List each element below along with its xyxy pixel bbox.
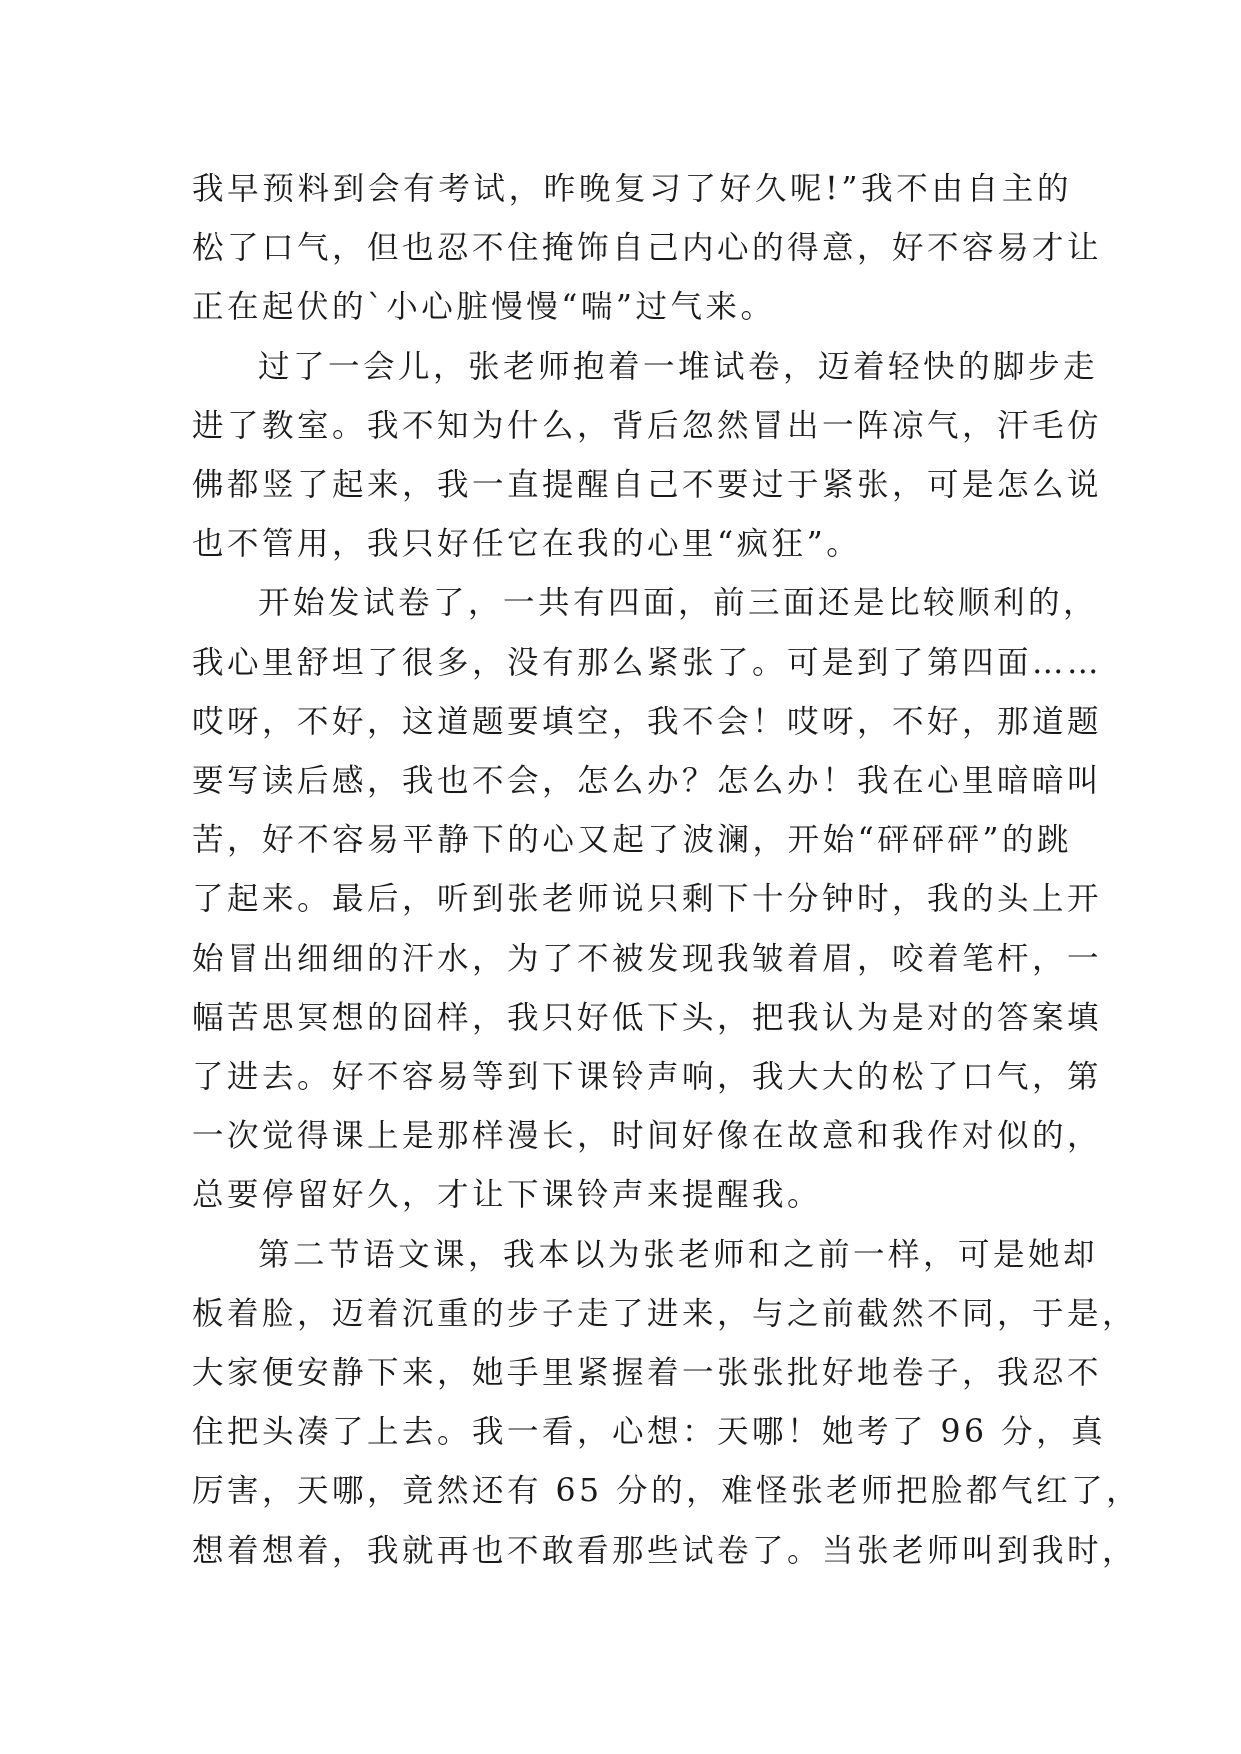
text-line: 佛都竖了起来，我一直提醒自己不要过于紧张，可是怎么说 (192, 467, 1103, 504)
text-line: 一次觉得课上是那样漫长，时间好像在故意和我作对似的， (192, 1118, 1103, 1155)
text-line: 第二节语文课，我本以为张老师和之前一样，可是她却 (258, 1236, 1099, 1273)
document-page (192, 160, 1142, 1581)
text-line: 松了口气，但也忍不住掩饰自己内心的得意，好不容易才让 (192, 230, 1103, 267)
text-line: 住把头凑了上去。我一看，心想：天哪！她考了 96 分，真 (192, 1414, 1107, 1451)
text-line: 正在起伏的`小心脏慢慢“喘”过气来。 (192, 289, 776, 326)
text-line: 开始发试卷了，一共有四面，前三面还是比较顺利的， (258, 585, 1099, 622)
text-line: 大家便安静下来，她手里紧握着一张张批好地卷子，我忍不 (192, 1355, 1103, 1392)
text-line: 我早预料到会有考试，昨晚复习了好久呢!”我不由自主的 (192, 171, 1072, 207)
paragraph-4 (192, 1226, 1142, 1581)
text-line: 想着想着，我就再也不敢看那些试卷了。当张老师叫到我时， (192, 1532, 1138, 1569)
paragraph-1 (192, 160, 1103, 338)
text-line: 总要停留好久，才让下课铃声来提醒我。 (192, 1177, 823, 1214)
text-line: 苦，好不容易平静下的心又起了波澜，开始“砰砰砰”的跳 (192, 822, 1072, 859)
paragraph-3 (192, 574, 1103, 1225)
text-line: 了起来。最后，听到张老师说只剩下十分钟时，我的头上开 (192, 881, 1103, 918)
text-line: 板着脸，迈着沉重的步子走了进来，与之前截然不同，于是， (192, 1295, 1138, 1332)
text-line: 了进去。好不容易等到下课铃声响，我大大的松了口气，第 (192, 1059, 1103, 1096)
text-line: 厉害，天哪，竟然还有 65 分的，难怪张老师把脸都气红了， (192, 1473, 1142, 1510)
text-line: 哎呀，不好，这道题要填空，我不会！哎呀，不好，那道题 (192, 703, 1103, 740)
text-line: 始冒出细细的汗水，为了不被发现我皱着眉，咬着笔杆，一 (192, 940, 1103, 977)
text-line: 进了教室。我不知为什么，背后忽然冒出一阵凉气，汗毛仿 (192, 407, 1103, 444)
text-line: 也不管用，我只好任它在我的心里“疯狂”。 (192, 526, 862, 563)
text-line: 我心里舒坦了很多，没有那么紧张了。可是到了第四面…… (192, 644, 1103, 681)
paragraph-2 (192, 338, 1103, 575)
text-line: 幅苦思冥想的囧样，我只好低下头，把我认为是对的答案填 (192, 999, 1103, 1036)
text-line: 过了一会儿，张老师抱着一堆试卷，迈着轻快的脚步走 (258, 348, 1099, 385)
text-line: 要写读后感，我也不会，怎么办？怎么办！我在心里暗暗叫 (192, 763, 1103, 800)
